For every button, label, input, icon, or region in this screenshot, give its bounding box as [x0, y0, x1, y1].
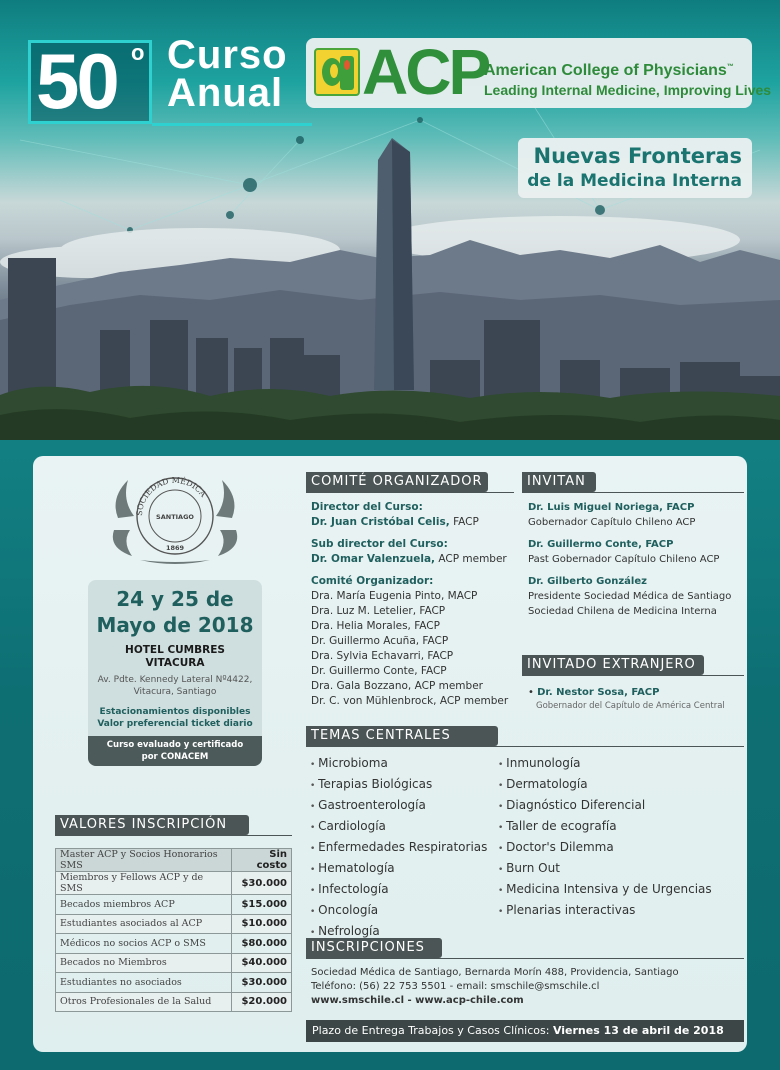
fee-value: $30.000 [232, 872, 292, 895]
host-role: Gobernador Capítulo Chileno ACP [528, 517, 696, 528]
topic-item: • Microbioma [310, 754, 500, 775]
topic-item: • Enfermedades Respiratorias [310, 838, 500, 859]
header-accent-line [152, 123, 312, 126]
course-theme-line1: Nuevas Fronteras [533, 144, 742, 168]
director-name: Dr. Juan Cristóbal Celis, FACP [311, 516, 479, 528]
topic-item: • Doctor's Dilemma [498, 838, 744, 859]
fee-row [56, 895, 292, 915]
host-role: Sociedad Chilena de Medicina Interna [528, 606, 717, 617]
address-line2: Vitacura, Santiago [133, 687, 217, 697]
host-name: Dr. Luis Miguel Noriega, FACP [528, 502, 695, 513]
fee-value: $30.000 [232, 973, 292, 993]
foreign-guest-name: • Dr. Nestor Sosa, FACP [528, 687, 660, 698]
event-venue [88, 644, 262, 670]
fee-label: Estudiantes asociados al ACP [56, 914, 232, 934]
seal-year: 1869 [165, 544, 185, 552]
course-theme-line2: de la Medicina Interna [527, 171, 742, 191]
topic-item: • Inmunología [498, 754, 744, 775]
edition-ordinal: o [131, 40, 145, 65]
topic-item: • Taller de ecografía [498, 817, 744, 838]
subdirector-name: Dr. Omar Valenzuela, ACP member [311, 553, 507, 565]
fee-label: Becados miembros ACP [56, 895, 232, 915]
host-entry [528, 537, 742, 567]
sociedad-medica-seal-icon [100, 468, 250, 568]
svg-text:SOCIEDAD MÉDICA [135, 476, 208, 516]
subdirector-label: Sub director del Curso: [311, 538, 448, 550]
acp-tagline: Leading Internal Medicine, Improving Lives [484, 82, 772, 98]
foreign-guest-divider [522, 675, 744, 676]
topic-item: • Diagnóstico Diferencial [498, 796, 744, 817]
foreign-guest-heading: INVITADO EXTRANJERO [522, 655, 704, 675]
committee-member: Dra. Sylvia Echavarri, FACP [311, 650, 454, 662]
parking-line2: Valor preferencial ticket diario [97, 719, 253, 729]
event-date-line1: 24 y 25 de [116, 587, 234, 611]
fee-row [56, 914, 292, 934]
fee-value: $40.000 [232, 953, 292, 973]
director-label: Director del Curso: [311, 501, 423, 513]
seal-center-text: SANTIAGO [156, 513, 194, 521]
fee-row [56, 973, 292, 993]
accreditation-note [88, 736, 262, 766]
event-date [88, 586, 262, 638]
topic-item: • Medicina Intensiva y de Urgencias [498, 880, 744, 901]
edition-number: 50 [36, 37, 117, 125]
committee-section [311, 500, 511, 709]
deadline-label: Plazo de Entrega Trabajos y Casos Clínicos: [312, 1024, 553, 1037]
topic-item: • Oncología [310, 901, 500, 922]
venue-line2: VITACURA [145, 657, 205, 669]
committee-member: Dra. María Eugenia Pinto, MACP [311, 590, 478, 602]
host-entry [528, 500, 742, 530]
host-name: Dr. Guillermo Conte, FACP [528, 539, 674, 550]
hosts-divider [522, 492, 744, 493]
committee-member: Dr. C. von Mühlenbrock, ACP member [311, 695, 509, 707]
topic-item: • Burn Out [498, 859, 744, 880]
hosts-section [528, 500, 742, 619]
fee-label: Master ACP y Socios Honorarios SMS [56, 849, 232, 872]
deadline-banner [306, 1020, 744, 1042]
committee-member: Dra. Gala Bozzano, ACP member [311, 680, 483, 692]
host-entry [528, 574, 742, 619]
fee-label: Miembros y Fellows ACP y de SMS [56, 872, 232, 895]
course-title-line2: Anual [167, 71, 284, 115]
fee-row [56, 934, 292, 954]
acp-full-name: American College of Physicians™ [484, 62, 734, 79]
deadline-date: Viernes 13 de abril de 2018 [552, 1024, 724, 1037]
topics-heading: TEMAS CENTRALES [306, 726, 498, 746]
registration-divider [306, 958, 744, 959]
hosts-heading: INVITAN [522, 472, 596, 492]
parking-line1: Estacionamientos disponibles [99, 707, 251, 717]
topic-item: • Plenarias interactivas [498, 901, 744, 922]
committee-member: Dr. Guillermo Conte, FACP [311, 665, 447, 677]
accreditation-line1: Curso evaluado y certificado [106, 740, 244, 750]
fee-label: Médicos no socios ACP o SMS [56, 934, 232, 954]
course-title-line1: Curso [167, 33, 288, 77]
fee-label: Otros Profesionales de la Salud [56, 992, 232, 1012]
topic-item: • Dermatología [498, 775, 744, 796]
course-title [167, 33, 288, 115]
fees-divider [55, 835, 292, 836]
host-role: Presidente Sociedad Médica de Santiago [528, 591, 732, 602]
acp-abbreviation: ACP [362, 36, 489, 108]
foreign-guest-section [528, 685, 742, 713]
topics-column-2 [498, 754, 744, 922]
committee-heading: COMITÉ ORGANIZADOR [306, 472, 488, 492]
fee-row [56, 992, 292, 1012]
fee-value: Sin costo [232, 849, 292, 872]
registration-address: Sociedad Médica de Santiago, Bernarda Morín 488, Providencia, Santiago [311, 967, 679, 978]
fee-row [56, 872, 292, 895]
fee-row [56, 953, 292, 973]
fee-row [56, 849, 292, 872]
host-name: Dr. Gilberto González [528, 576, 647, 587]
accreditation-line2: por CONACEM [141, 752, 209, 762]
fee-label: Estudiantes no asociados [56, 973, 232, 993]
event-info-box [88, 580, 262, 766]
topic-item: • Infectología [310, 880, 500, 901]
hero-image [0, 0, 780, 460]
fee-value: $15.000 [232, 895, 292, 915]
registration-contact: Teléfono: (56) 22 753 5501 - email: smschile@smschile.cl [311, 981, 600, 992]
members-label: Comité Organizador: [311, 575, 434, 587]
venue-line1: HOTEL CUMBRES [125, 644, 225, 656]
registration-websites: www.smschile.cl - www.acp-chile.com [311, 995, 524, 1006]
course-theme-box [518, 138, 752, 198]
seal-ring-text: SOCIEDAD MÉDICA [134, 475, 208, 517]
topic-item: • Nefrología [310, 922, 500, 943]
fees-table [55, 848, 292, 1012]
registration-heading: INSCRIPCIONES [306, 938, 442, 958]
address-line1: Av. Pdte. Kennedy Lateral Nº4422, [97, 675, 253, 685]
fee-value: $20.000 [232, 992, 292, 1012]
event-date-line2: Mayo de 2018 [96, 613, 254, 637]
topic-item: • Hematología [310, 859, 500, 880]
committee-member: Dra. Luz M. Letelier, FACP [311, 605, 446, 617]
committee-divider [306, 492, 514, 493]
fee-label: Becados no Miembros [56, 953, 232, 973]
acp-logo-icon [314, 48, 360, 96]
topic-item: • Gastroenterología [310, 796, 500, 817]
committee-member: Dr. Guillermo Acuña, FACP [311, 635, 449, 647]
committee-member: Dra. Helia Morales, FACP [311, 620, 440, 632]
registration-section [311, 966, 743, 1008]
fee-value: $80.000 [232, 934, 292, 954]
topics-column-1 [310, 754, 500, 943]
venue-address [88, 674, 262, 698]
fees-heading: VALORES INSCRIPCIÓN [55, 815, 249, 835]
host-role: Past Gobernador Capítulo Chileno ACP [528, 554, 720, 565]
topic-item: • Terapias Biológicas [310, 775, 500, 796]
parking-info [88, 706, 262, 730]
fee-value: $10.000 [232, 914, 292, 934]
foreign-guest-role: Gobernador del Capítulo de América Central [536, 701, 725, 711]
topic-item: • Cardiología [310, 817, 500, 838]
topics-divider [306, 746, 744, 747]
